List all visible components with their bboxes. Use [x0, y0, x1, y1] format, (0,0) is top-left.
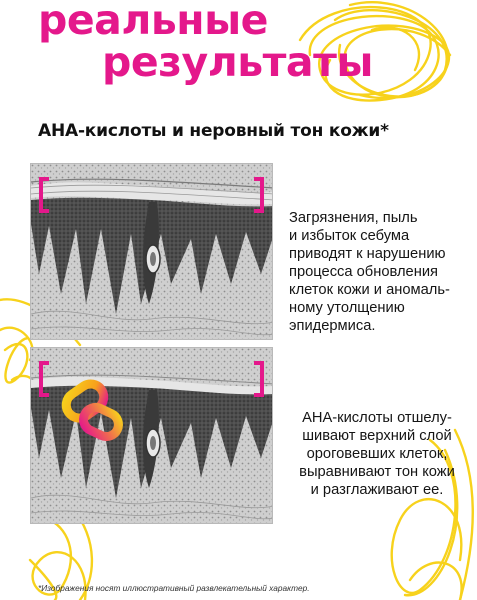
description-line: приводят к нарушению	[289, 246, 446, 262]
corner-bracket-icon	[39, 177, 49, 213]
headline-line-1: реальные	[38, 0, 268, 44]
footnote-disclaimer: *Изображения носят иллюстративный развлекательный характер.	[38, 583, 310, 593]
description-line: и разглаживают ее.	[310, 482, 444, 498]
description-line: процесса обновления	[289, 264, 438, 280]
description-line: ороговевших клеток,	[306, 446, 448, 462]
description-line: шивают верхний слой	[302, 428, 452, 444]
before-description	[289, 209, 465, 335]
histology-illustration	[31, 348, 273, 524]
headline-line-2: результаты	[102, 38, 373, 86]
skin-section-before-image	[30, 163, 273, 340]
section-subtitle: АНА-кислоты и неровный тон кожи*	[38, 121, 389, 141]
corner-bracket-icon	[254, 361, 264, 397]
description-line: ному утолщению	[289, 300, 405, 316]
description-line: выравнивают тон кожи	[299, 464, 455, 480]
description-line: эпидермиса.	[289, 318, 376, 334]
histology-illustration	[31, 164, 273, 340]
skin-section-after-image	[30, 347, 273, 524]
description-line: АНА-кислоты отшелу-	[302, 410, 452, 426]
after-description	[289, 409, 465, 499]
description-line: клеток кожи и аномаль-	[289, 282, 450, 298]
description-line: и избыток себума	[289, 228, 410, 244]
corner-bracket-icon	[254, 177, 264, 213]
description-line: Загрязнения, пыль	[289, 210, 418, 226]
corner-bracket-icon	[39, 361, 49, 397]
